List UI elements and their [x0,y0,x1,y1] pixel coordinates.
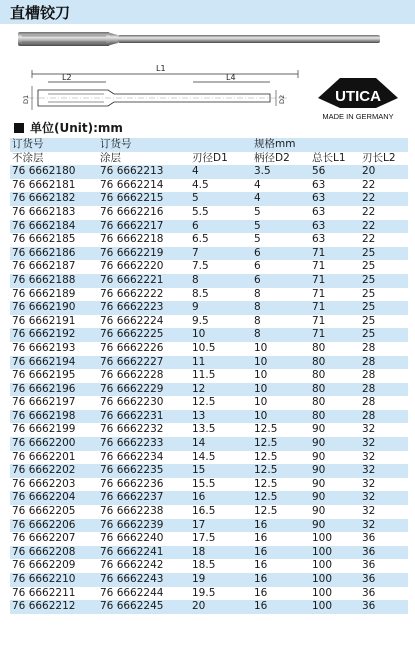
table-header-row [10,152,408,166]
cell-uncoated-order-no: 76 6662203 [10,478,98,492]
cell-uncoated-order-no: 76 6662206 [10,519,98,533]
cell-uncoated-order-no: 76 6662210 [10,573,98,587]
cell-cutting-length-l2: 28 [360,410,408,424]
table-row [10,356,408,370]
table-row [10,165,408,179]
utica-logo [310,72,406,122]
cell-cutting-diameter-d1: 11.5 [190,369,252,383]
cell-uncoated-order-no: 76 6662207 [10,532,98,546]
cell-cutting-diameter-d1: 15.5 [190,478,252,492]
cell-coated-order-no: 76 6662240 [98,532,190,546]
cell-cutting-length-l2: 28 [360,396,408,410]
table-row [10,573,408,587]
cell-coated-order-no: 76 6662243 [98,573,190,587]
cell-shank-diameter-d2: 8 [252,301,310,315]
cell-cutting-diameter-d1: 17.5 [190,532,252,546]
cell-cutting-length-l2: 32 [360,505,408,519]
cell-coated-order-no: 76 6662245 [98,600,190,614]
cell-cutting-diameter-d1: 12.5 [190,396,252,410]
cell-coated-order-no: 76 6662217 [98,220,190,234]
cell-shank-diameter-d2: 16 [252,587,310,601]
cell-cutting-length-l2: 32 [360,437,408,451]
cell-total-length-l1: 80 [310,356,360,370]
brand-tagline: MADE IN GERMANY [322,112,394,121]
cell-coated-order-no: 76 6662229 [98,383,190,397]
cell-shank-diameter-d2: 16 [252,546,310,560]
table-row [10,247,408,261]
cell-coated-order-no: 76 6662233 [98,437,190,451]
cell-coated-order-no: 76 6662230 [98,396,190,410]
cell-total-length-l1: 90 [310,491,360,505]
table-row [10,288,408,302]
cell-shank-diameter-d2: 12.5 [252,437,310,451]
cell-uncoated-order-no: 76 6662192 [10,328,98,342]
header-cutting-length-l2: 刃长L2 [360,152,408,166]
cell-total-length-l1: 80 [310,369,360,383]
cell-total-length-l1: 80 [310,396,360,410]
cell-uncoated-order-no: 76 6662201 [10,451,98,465]
table-row [10,233,408,247]
cell-cutting-length-l2: 32 [360,519,408,533]
cell-shank-diameter-d2: 4 [252,192,310,206]
cell-cutting-length-l2: 32 [360,451,408,465]
cell-cutting-length-l2: 25 [360,260,408,274]
header-cutting-diameter-d1 [190,138,252,152]
table-row [10,396,408,410]
cell-cutting-diameter-d1: 9 [190,301,252,315]
cell-cutting-length-l2: 22 [360,233,408,247]
cell-total-length-l1: 63 [310,179,360,193]
cell-coated-order-no: 76 6662223 [98,301,190,315]
l1-label: L1 [156,64,166,73]
cell-uncoated-order-no: 76 6662211 [10,587,98,601]
cell-coated-order-no: 76 6662232 [98,423,190,437]
cell-uncoated-order-no: 76 6662189 [10,288,98,302]
cell-coated-order-no: 76 6662241 [98,546,190,560]
cell-uncoated-order-no: 76 6662185 [10,233,98,247]
header-shank-diameter-d2: 规格mm [252,138,310,152]
header-coated-order-no: 涂层 [98,152,190,166]
cell-cutting-diameter-d1: 10.5 [190,342,252,356]
cell-cutting-diameter-d1: 12 [190,383,252,397]
cell-total-length-l1: 80 [310,383,360,397]
cell-shank-diameter-d2: 5 [252,233,310,247]
cell-cutting-length-l2: 36 [360,587,408,601]
d1-label: D1 [22,94,30,104]
cell-shank-diameter-d2: 16 [252,559,310,573]
cell-cutting-length-l2: 22 [360,192,408,206]
cell-cutting-diameter-d1: 9.5 [190,315,252,329]
cell-coated-order-no: 76 6662216 [98,206,190,220]
cell-cutting-length-l2: 22 [360,206,408,220]
cell-coated-order-no: 76 6662228 [98,369,190,383]
cell-total-length-l1: 100 [310,587,360,601]
cell-shank-diameter-d2: 12.5 [252,505,310,519]
cell-cutting-diameter-d1: 19 [190,573,252,587]
cell-cutting-length-l2: 25 [360,301,408,315]
cell-cutting-length-l2: 25 [360,274,408,288]
cell-total-length-l1: 63 [310,192,360,206]
table-row [10,301,408,315]
cell-total-length-l1: 56 [310,165,360,179]
cell-cutting-diameter-d1: 17 [190,519,252,533]
cell-coated-order-no: 76 6662222 [98,288,190,302]
cell-cutting-diameter-d1: 15 [190,464,252,478]
cell-cutting-diameter-d1: 11 [190,356,252,370]
cell-total-length-l1: 80 [310,410,360,424]
cell-shank-diameter-d2: 12.5 [252,464,310,478]
cell-uncoated-order-no: 76 6662196 [10,383,98,397]
cell-uncoated-order-no: 76 6662184 [10,220,98,234]
cell-cutting-diameter-d1: 18.5 [190,559,252,573]
cell-shank-diameter-d2: 8 [252,288,310,302]
cell-coated-order-no: 76 6662215 [98,192,190,206]
cell-shank-diameter-d2: 10 [252,369,310,383]
header-uncoated-order-no: 不涂层 [10,152,98,166]
cell-coated-order-no: 76 6662237 [98,491,190,505]
cell-cutting-length-l2: 20 [360,165,408,179]
table-header-row [10,138,408,152]
reamer-neck [110,33,118,45]
cell-cutting-diameter-d1: 6 [190,220,252,234]
table-row [10,274,408,288]
cell-shank-diameter-d2: 10 [252,342,310,356]
cell-total-length-l1: 71 [310,274,360,288]
square-bullet-icon [14,123,24,133]
table-row [10,315,408,329]
cell-total-length-l1: 71 [310,260,360,274]
page-title: 直槽铰刀 [10,4,71,22]
cell-total-length-l1: 71 [310,247,360,261]
cell-cutting-length-l2: 32 [360,491,408,505]
table-row [10,532,408,546]
cell-cutting-diameter-d1: 13 [190,410,252,424]
cell-total-length-l1: 90 [310,437,360,451]
cell-cutting-diameter-d1: 4.5 [190,179,252,193]
cell-shank-diameter-d2: 10 [252,396,310,410]
l2-label: L2 [62,73,72,82]
cell-shank-diameter-d2: 4 [252,179,310,193]
cell-coated-order-no: 76 6662225 [98,328,190,342]
cell-total-length-l1: 63 [310,206,360,220]
cell-cutting-diameter-d1: 4 [190,165,252,179]
table-row [10,369,408,383]
table-row [10,587,408,601]
cell-uncoated-order-no: 76 6662182 [10,192,98,206]
cell-shank-diameter-d2: 3.5 [252,165,310,179]
table-row [10,519,408,533]
table-row [10,192,408,206]
brand-name: UTICA [335,88,381,105]
table-row [10,206,408,220]
cell-cutting-diameter-d1: 8 [190,274,252,288]
cell-cutting-length-l2: 36 [360,573,408,587]
cell-uncoated-order-no: 76 6662191 [10,315,98,329]
cell-shank-diameter-d2: 8 [252,315,310,329]
cell-coated-order-no: 76 6662244 [98,587,190,601]
cell-shank-diameter-d2: 10 [252,410,310,424]
cell-shank-diameter-d2: 16 [252,573,310,587]
cell-total-length-l1: 90 [310,519,360,533]
reamer-cutting-part [18,32,110,46]
cell-cutting-diameter-d1: 7 [190,247,252,261]
cell-total-length-l1: 100 [310,600,360,614]
cell-cutting-length-l2: 36 [360,546,408,560]
cell-cutting-diameter-d1: 5 [190,192,252,206]
cell-coated-order-no: 76 6662219 [98,247,190,261]
table-row [10,383,408,397]
table-row [10,505,408,519]
reamer-shank [118,35,380,43]
cell-total-length-l1: 71 [310,315,360,329]
l4-label: L4 [226,73,236,82]
table-row [10,451,408,465]
cell-uncoated-order-no: 76 6662208 [10,546,98,560]
cell-uncoated-order-no: 76 6662180 [10,165,98,179]
cell-total-length-l1: 71 [310,301,360,315]
table-row [10,464,408,478]
cell-shank-diameter-d2: 16 [252,600,310,614]
cell-shank-diameter-d2: 6 [252,247,310,261]
table-row [10,260,408,274]
header-shank-diameter-d2: 柄径D2 [252,152,310,166]
cell-total-length-l1: 100 [310,546,360,560]
cell-total-length-l1: 90 [310,451,360,465]
cell-cutting-diameter-d1: 7.5 [190,260,252,274]
cell-uncoated-order-no: 76 6662197 [10,396,98,410]
cell-coated-order-no: 76 6662239 [98,519,190,533]
table-row [10,491,408,505]
cell-coated-order-no: 76 6662218 [98,233,190,247]
table-row [10,179,408,193]
cell-shank-diameter-d2: 16 [252,532,310,546]
cell-coated-order-no: 76 6662224 [98,315,190,329]
table-row [10,437,408,451]
cell-cutting-diameter-d1: 14.5 [190,451,252,465]
cell-uncoated-order-no: 76 6662193 [10,342,98,356]
cell-uncoated-order-no: 76 6662205 [10,505,98,519]
cell-coated-order-no: 76 6662242 [98,559,190,573]
cell-coated-order-no: 76 6662214 [98,179,190,193]
table-row [10,600,408,614]
cell-uncoated-order-no: 76 6662198 [10,410,98,424]
cell-shank-diameter-d2: 12.5 [252,491,310,505]
cell-uncoated-order-no: 76 6662204 [10,491,98,505]
cell-uncoated-order-no: 76 6662186 [10,247,98,261]
cell-cutting-length-l2: 28 [360,369,408,383]
cell-uncoated-order-no: 76 6662190 [10,301,98,315]
header-total-length-l1: 总长L1 [310,152,360,166]
cell-cutting-diameter-d1: 6.5 [190,233,252,247]
cell-coated-order-no: 76 6662238 [98,505,190,519]
cell-cutting-length-l2: 36 [360,600,408,614]
cell-uncoated-order-no: 76 6662181 [10,179,98,193]
cell-uncoated-order-no: 76 6662195 [10,369,98,383]
cell-cutting-length-l2: 32 [360,423,408,437]
cell-cutting-diameter-d1: 14 [190,437,252,451]
cell-uncoated-order-no: 76 6662202 [10,464,98,478]
table-row [10,478,408,492]
cell-total-length-l1: 63 [310,220,360,234]
cell-total-length-l1: 90 [310,464,360,478]
cell-coated-order-no: 76 6662231 [98,410,190,424]
cell-total-length-l1: 90 [310,505,360,519]
table-row [10,342,408,356]
cell-total-length-l1: 100 [310,532,360,546]
header-uncoated-order-no: 订货号 [10,138,98,152]
cell-shank-diameter-d2: 16 [252,519,310,533]
cell-total-length-l1: 90 [310,478,360,492]
cell-cutting-diameter-d1: 18 [190,546,252,560]
cell-shank-diameter-d2: 12.5 [252,423,310,437]
cell-shank-diameter-d2: 10 [252,383,310,397]
cell-cutting-length-l2: 22 [360,220,408,234]
cell-cutting-diameter-d1: 8.5 [190,288,252,302]
cell-coated-order-no: 76 6662234 [98,451,190,465]
cell-cutting-length-l2: 28 [360,342,408,356]
cell-uncoated-order-no: 76 6662188 [10,274,98,288]
cell-uncoated-order-no: 76 6662199 [10,423,98,437]
cell-shank-diameter-d2: 8 [252,328,310,342]
cell-cutting-length-l2: 36 [360,559,408,573]
title-bar [0,0,415,24]
cell-cutting-length-l2: 32 [360,478,408,492]
cell-coated-order-no: 76 6662220 [98,260,190,274]
cell-cutting-diameter-d1: 16 [190,491,252,505]
table-row [10,220,408,234]
cell-total-length-l1: 71 [310,288,360,302]
cell-cutting-length-l2: 32 [360,464,408,478]
cell-shank-diameter-d2: 5 [252,220,310,234]
cell-uncoated-order-no: 76 6662209 [10,559,98,573]
cell-total-length-l1: 80 [310,342,360,356]
table-row [10,546,408,560]
cell-shank-diameter-d2: 6 [252,274,310,288]
cell-total-length-l1: 100 [310,573,360,587]
table-row [10,423,408,437]
cell-uncoated-order-no: 76 6662212 [10,600,98,614]
table-row [10,559,408,573]
cell-shank-diameter-d2: 5 [252,206,310,220]
cell-uncoated-order-no: 76 6662194 [10,356,98,370]
header-total-length-l1 [310,138,360,152]
cell-coated-order-no: 76 6662221 [98,274,190,288]
cell-shank-diameter-d2: 12.5 [252,451,310,465]
cell-cutting-length-l2: 28 [360,383,408,397]
cell-cutting-length-l2: 36 [360,532,408,546]
d2-label: D2 [278,94,286,104]
cell-total-length-l1: 100 [310,559,360,573]
cell-coated-order-no: 76 6662235 [98,464,190,478]
table-row [10,410,408,424]
table-row [10,328,408,342]
cell-cutting-length-l2: 25 [360,247,408,261]
cell-shank-diameter-d2: 6 [252,260,310,274]
header-cutting-length-l2 [360,138,408,152]
cell-total-length-l1: 71 [310,328,360,342]
cell-cutting-diameter-d1: 16.5 [190,505,252,519]
header-cutting-diameter-d1: 刃径D1 [190,152,252,166]
cell-uncoated-order-no: 76 6662187 [10,260,98,274]
cell-coated-order-no: 76 6662226 [98,342,190,356]
cell-total-length-l1: 63 [310,233,360,247]
cell-cutting-diameter-d1: 20 [190,600,252,614]
cell-coated-order-no: 76 6662227 [98,356,190,370]
cell-cutting-diameter-d1: 5.5 [190,206,252,220]
cell-coated-order-no: 76 6662213 [98,165,190,179]
unit-label [14,119,123,136]
cell-uncoated-order-no: 76 6662200 [10,437,98,451]
cell-shank-diameter-d2: 12.5 [252,478,310,492]
cell-cutting-diameter-d1: 19.5 [190,587,252,601]
cell-cutting-length-l2: 25 [360,288,408,302]
cell-cutting-length-l2: 25 [360,315,408,329]
cell-cutting-length-l2: 28 [360,356,408,370]
cell-uncoated-order-no: 76 6662183 [10,206,98,220]
cell-cutting-length-l2: 25 [360,328,408,342]
cell-cutting-diameter-d1: 13.5 [190,423,252,437]
cell-coated-order-no: 76 6662236 [98,478,190,492]
spec-table [10,138,408,614]
cell-cutting-length-l2: 22 [360,179,408,193]
cell-cutting-diameter-d1: 10 [190,328,252,342]
cell-shank-diameter-d2: 10 [252,356,310,370]
cell-total-length-l1: 90 [310,423,360,437]
header-coated-order-no: 订货号 [98,138,190,152]
unit-text: 单位(Unit):mm [30,121,123,135]
